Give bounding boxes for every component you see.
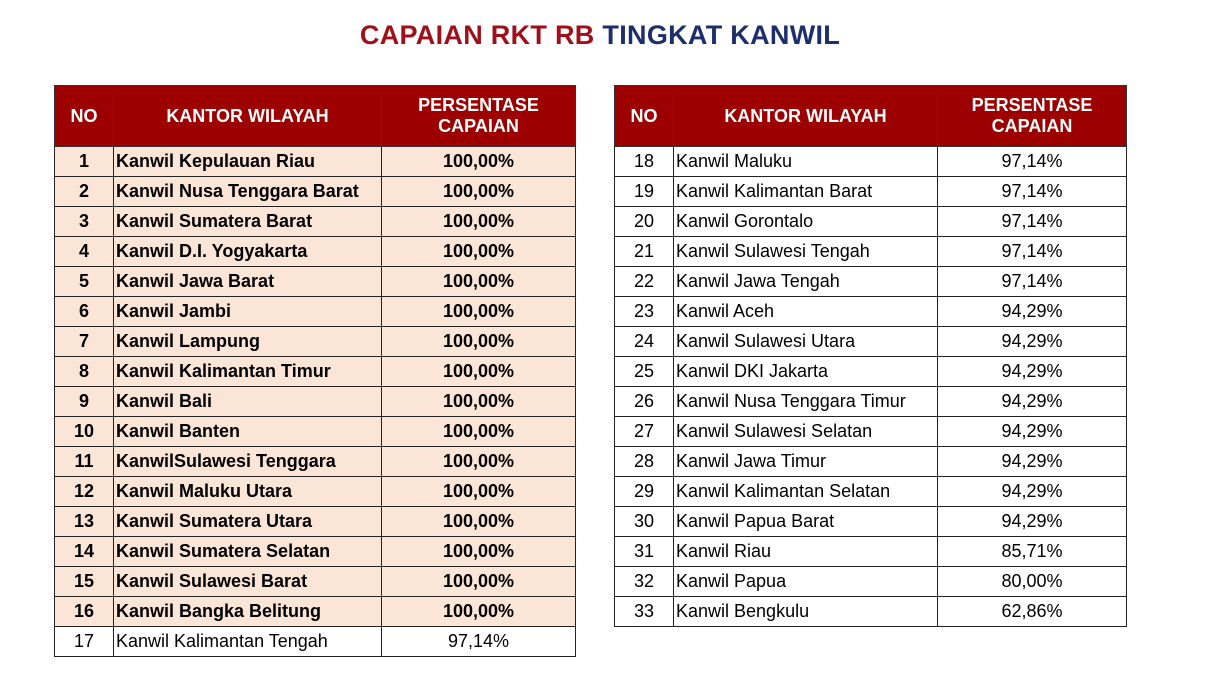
persentase-capaian-value: 94,29% (938, 447, 1127, 477)
row-number: 20 (615, 207, 674, 237)
kantor-wilayah-name: Kanwil Jawa Tengah (674, 267, 938, 297)
table-row (615, 417, 1127, 447)
table-row (55, 207, 576, 237)
persentase-capaian-value: 97,14% (382, 627, 576, 657)
row-number: 30 (615, 507, 674, 537)
row-number: 33 (615, 597, 674, 627)
kantor-wilayah-name: Kanwil Sulawesi Tengah (674, 237, 938, 267)
kantor-wilayah-name: Kanwil Riau (674, 537, 938, 567)
persentase-capaian-value: 62,86% (938, 597, 1127, 627)
table-row (615, 567, 1127, 597)
table-row (615, 537, 1127, 567)
row-number: 2 (55, 177, 114, 207)
kantor-wilayah-name: Kanwil Jawa Timur (674, 447, 938, 477)
row-number: 5 (55, 267, 114, 297)
kantor-wilayah-name: Kanwil Sumatera Selatan (114, 537, 382, 567)
table-row (615, 357, 1127, 387)
persentase-capaian-value: 100,00% (382, 537, 576, 567)
kantor-wilayah-name: Kanwil Banten (114, 417, 382, 447)
kantor-wilayah-name: Kanwil Gorontalo (674, 207, 938, 237)
row-number: 22 (615, 267, 674, 297)
kantor-wilayah-name: Kanwil Bali (114, 387, 382, 417)
table-row (55, 447, 576, 477)
header-kantor-wilayah: KANTOR WILAYAH (114, 86, 382, 147)
table-row (615, 387, 1127, 417)
kantor-wilayah-name: Kanwil Bengkulu (674, 597, 938, 627)
persentase-capaian-value: 100,00% (382, 417, 576, 447)
kantor-wilayah-name: Kanwil Papua Barat (674, 507, 938, 537)
row-number: 27 (615, 417, 674, 447)
persentase-capaian-value: 100,00% (382, 327, 576, 357)
row-number: 18 (615, 147, 674, 177)
ranking-table-right (614, 85, 1127, 627)
table-row (615, 597, 1127, 627)
table-row (615, 177, 1127, 207)
header-kantor-wilayah: KANTOR WILAYAH (674, 86, 938, 147)
kantor-wilayah-name: KanwilSulawesi Tenggara (114, 447, 382, 477)
row-number: 29 (615, 477, 674, 507)
persentase-capaian-value: 100,00% (382, 597, 576, 627)
table-row (615, 327, 1127, 357)
row-number: 14 (55, 537, 114, 567)
table-row (55, 177, 576, 207)
persentase-capaian-value: 94,29% (938, 327, 1127, 357)
table-row (615, 207, 1127, 237)
row-number: 32 (615, 567, 674, 597)
page-title (0, 20, 1200, 51)
row-number: 31 (615, 537, 674, 567)
kantor-wilayah-name: Kanwil Kalimantan Tengah (114, 627, 382, 657)
row-number: 28 (615, 447, 674, 477)
row-number: 26 (615, 387, 674, 417)
table-row (615, 237, 1127, 267)
kantor-wilayah-name: Kanwil Bangka Belitung (114, 597, 382, 627)
header-persentase-line2: CAPAIAN (991, 116, 1073, 136)
kantor-wilayah-name: Kanwil Sulawesi Utara (674, 327, 938, 357)
table-row (615, 477, 1127, 507)
kantor-wilayah-name: Kanwil Kalimantan Timur (114, 357, 382, 387)
row-number: 16 (55, 597, 114, 627)
header-no: NO (615, 86, 674, 147)
table-row (55, 477, 576, 507)
header-no: NO (55, 86, 114, 147)
row-number: 24 (615, 327, 674, 357)
persentase-capaian-value: 100,00% (382, 207, 576, 237)
table-row (615, 267, 1127, 297)
persentase-capaian-value: 85,71% (938, 537, 1127, 567)
persentase-capaian-value: 94,29% (938, 387, 1127, 417)
row-number: 12 (55, 477, 114, 507)
kantor-wilayah-name: Kanwil Nusa Tenggara Barat (114, 177, 382, 207)
row-number: 7 (55, 327, 114, 357)
kantor-wilayah-name: Kanwil Papua (674, 567, 938, 597)
table-row (55, 597, 576, 627)
row-number: 10 (55, 417, 114, 447)
persentase-capaian-value: 97,14% (938, 207, 1127, 237)
kantor-wilayah-name: Kanwil Kalimantan Selatan (674, 477, 938, 507)
kantor-wilayah-name: Kanwil Kepulauan Riau (114, 147, 382, 177)
persentase-capaian-value: 97,14% (938, 237, 1127, 267)
kantor-wilayah-name: Kanwil Kalimantan Barat (674, 177, 938, 207)
persentase-capaian-value: 97,14% (938, 267, 1127, 297)
table-row (55, 267, 576, 297)
persentase-capaian-value: 100,00% (382, 177, 576, 207)
persentase-capaian-value: 100,00% (382, 357, 576, 387)
header-persentase-line2: CAPAIAN (438, 116, 519, 136)
page-title-part1: CAPAIAN RKT RB (359, 20, 595, 50)
kantor-wilayah-name: Kanwil Lampung (114, 327, 382, 357)
row-number: 1 (55, 147, 114, 177)
kantor-wilayah-name: Kanwil DKI Jakarta (674, 357, 938, 387)
row-number: 4 (55, 237, 114, 267)
persentase-capaian-value: 94,29% (938, 297, 1127, 327)
header-persentase-capaian (382, 86, 576, 147)
row-number: 25 (615, 357, 674, 387)
kantor-wilayah-name: Kanwil D.I. Yogyakarta (114, 237, 382, 267)
kantor-wilayah-name: Kanwil Jambi (114, 297, 382, 327)
persentase-capaian-value: 100,00% (382, 267, 576, 297)
kantor-wilayah-name: Kanwil Maluku Utara (114, 477, 382, 507)
table-row (55, 627, 576, 657)
kantor-wilayah-name: Kanwil Sumatera Utara (114, 507, 382, 537)
table-body-left (55, 147, 576, 657)
persentase-capaian-value: 100,00% (382, 447, 576, 477)
table-row (55, 417, 576, 447)
table-row (55, 237, 576, 267)
table-row (55, 537, 576, 567)
row-number: 17 (55, 627, 114, 657)
row-number: 6 (55, 297, 114, 327)
persentase-capaian-value: 94,29% (938, 357, 1127, 387)
row-number: 19 (615, 177, 674, 207)
table-body-right (615, 147, 1127, 627)
kantor-wilayah-name: Kanwil Nusa Tenggara Timur (674, 387, 938, 417)
row-number: 9 (55, 387, 114, 417)
kantor-wilayah-name: Kanwil Sulawesi Selatan (674, 417, 938, 447)
row-number: 21 (615, 237, 674, 267)
row-number: 8 (55, 357, 114, 387)
persentase-capaian-value: 94,29% (938, 417, 1127, 447)
persentase-capaian-value: 100,00% (382, 147, 576, 177)
persentase-capaian-value: 100,00% (382, 507, 576, 537)
header-persentase-line1: PERSENTASE (418, 95, 539, 115)
row-number: 11 (55, 447, 114, 477)
persentase-capaian-value: 100,00% (382, 477, 576, 507)
persentase-capaian-value: 97,14% (938, 147, 1127, 177)
persentase-capaian-value: 100,00% (382, 237, 576, 267)
row-number: 13 (55, 507, 114, 537)
table-row (55, 297, 576, 327)
table-row (55, 147, 576, 177)
kantor-wilayah-name: Kanwil Aceh (674, 297, 938, 327)
row-number: 23 (615, 297, 674, 327)
header-persentase-capaian (938, 86, 1127, 147)
persentase-capaian-value: 97,14% (938, 177, 1127, 207)
ranking-table-left (54, 85, 576, 657)
table-row (615, 507, 1127, 537)
table-header-row (55, 86, 576, 147)
kantor-wilayah-name: Kanwil Sulawesi Barat (114, 567, 382, 597)
kantor-wilayah-name: Kanwil Sumatera Barat (114, 207, 382, 237)
kantor-wilayah-name: Kanwil Jawa Barat (114, 267, 382, 297)
table-header-row (615, 86, 1127, 147)
persentase-capaian-value: 94,29% (938, 507, 1127, 537)
persentase-capaian-value: 100,00% (382, 387, 576, 417)
row-number: 15 (55, 567, 114, 597)
table-row (55, 327, 576, 357)
table-row (615, 147, 1127, 177)
table-row (55, 387, 576, 417)
page-title-part2: TINGKAT KANWIL (602, 20, 841, 50)
persentase-capaian-value: 100,00% (382, 297, 576, 327)
table-row (55, 357, 576, 387)
persentase-capaian-value: 94,29% (938, 477, 1127, 507)
persentase-capaian-value: 80,00% (938, 567, 1127, 597)
persentase-capaian-value: 100,00% (382, 567, 576, 597)
row-number: 3 (55, 207, 114, 237)
table-row (615, 447, 1127, 477)
table-row (55, 567, 576, 597)
kantor-wilayah-name: Kanwil Maluku (674, 147, 938, 177)
header-persentase-line1: PERSENTASE (971, 95, 1093, 115)
table-row (55, 507, 576, 537)
table-row (615, 297, 1127, 327)
